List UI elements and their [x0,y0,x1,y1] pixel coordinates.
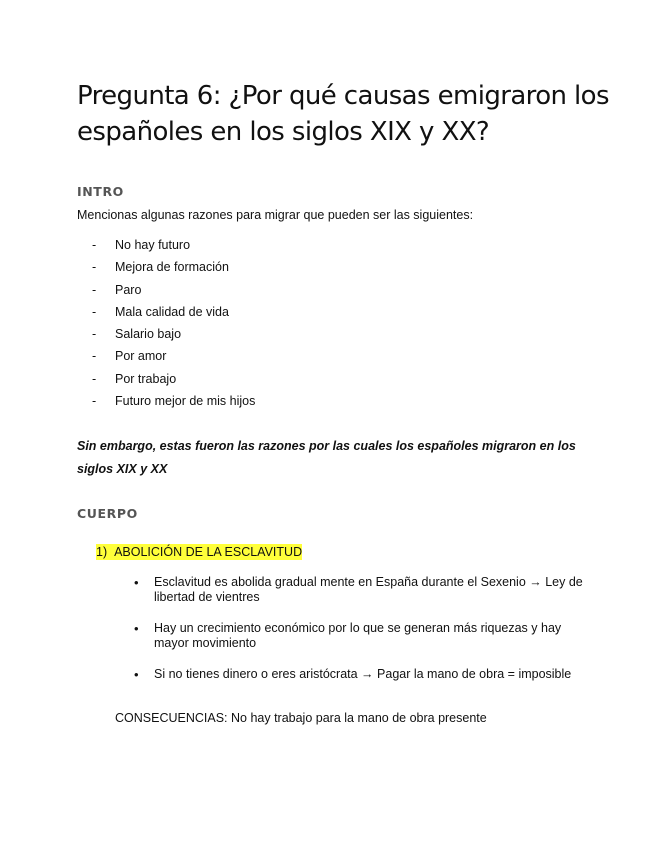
list-item-text: Hay un crecimiento económico por lo que se generan más riquezas y hay mayor movimiento [154,621,562,650]
dash-bullet: - [92,304,97,319]
bullet-dot: • [134,621,139,636]
body-heading: CUERPO [77,506,138,521]
bullet-dot: • [134,667,139,682]
list-item-text: Mala calidad de vida [115,304,229,319]
list-item-text: Paro [115,282,142,297]
list-item-text: Esclavitud es abolida gradual mente en España durante el Sexenio → Ley de libertad de vientres [154,575,583,604]
intro-heading: INTRO [77,184,124,199]
list-item-text: Si no tienes dinero o eres aristócrata → Pagar la mano de obra = imposible [154,667,572,681]
list-item [92,281,255,303]
list-item-text: Salario bajo [115,327,182,342]
dash-bullet: - [92,238,97,252]
list-item [92,392,255,414]
list-item [92,236,255,258]
list-item-text: Por amor [115,349,167,364]
dash-bullet: - [92,349,97,364]
points-list [134,575,594,682]
list-item [92,303,255,325]
list-item-text: No hay futuro [115,238,191,252]
list-item-text: Futuro mejor de mis hijos [115,394,256,409]
dash-bullet: - [92,327,97,342]
numbered-item-abolicion [96,545,302,559]
list-item [92,370,255,392]
list-item [92,258,255,280]
dash-bullet: - [92,282,97,297]
item-number: 1) [96,545,108,559]
reasons-list [92,236,255,414]
emphasis-note: Sin embargo, estas fueron las razones por las cuales los españoles migraron en los siglos XIX y XX [77,439,576,476]
list-item [134,667,594,682]
list-item [134,621,594,651]
highlighted-title [96,544,302,560]
item-title: ABOLICIÓN DE LA ESCLAVITUD [114,545,303,559]
consequences-text: CONSECUENCIAS: No hay trabajo para la mano de obra presente [115,711,487,725]
list-item-text: Por trabajo [115,371,177,386]
list-item [92,325,255,347]
dash-bullet: - [92,371,97,386]
page-title: Pregunta 6: ¿Por qué causas emigraron los españoles en los siglos XIX y XX? [77,81,609,147]
bullet-dot: • [134,575,139,590]
list-item-text: Mejora de formación [115,260,229,275]
list-item [92,347,255,369]
intro-text: Mencionas algunas razones para migrar que pueden ser las siguientes: [77,208,474,222]
dash-bullet: - [92,394,97,409]
dash-bullet: - [92,260,97,275]
list-item [134,575,594,605]
